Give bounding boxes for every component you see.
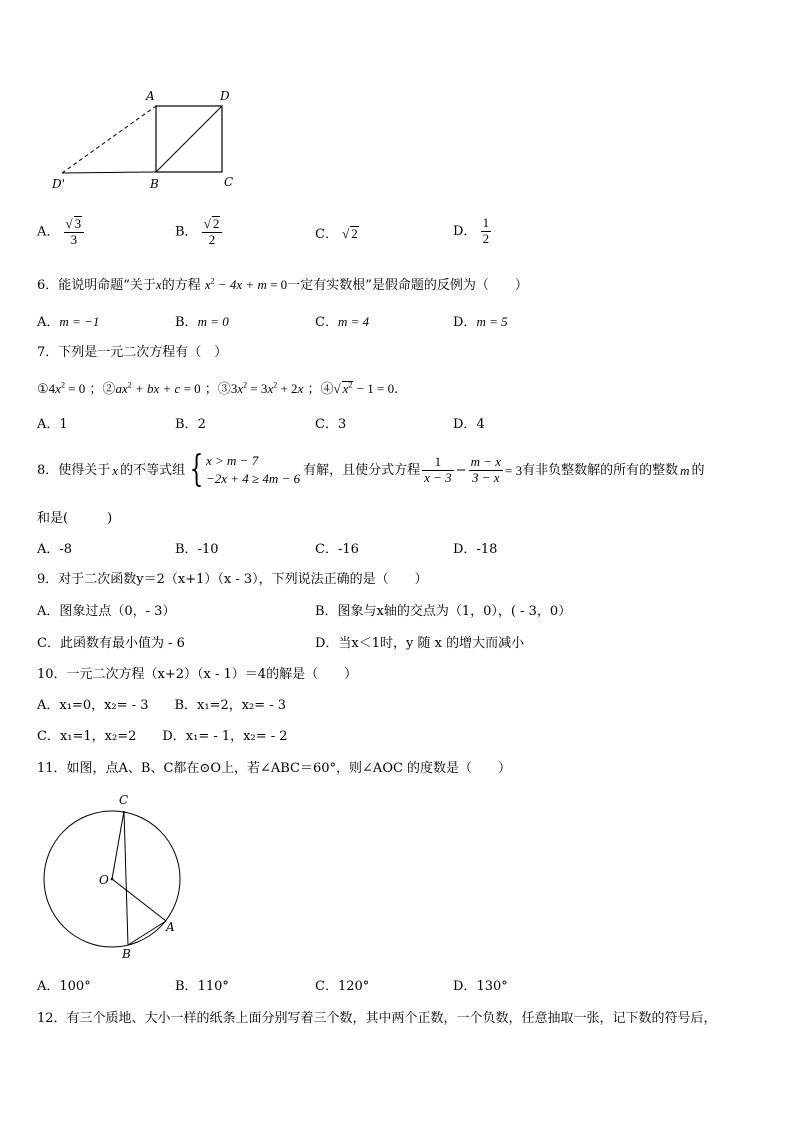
label-a: A <box>146 89 155 103</box>
question-6: 6．能说明命题“关于x的方程 $x^2 - 4x + m = 0$一定有实数根”是假命题的反例为（ ） <box>37 276 528 293</box>
circle-label-c: C <box>119 793 129 807</box>
q9-option-a[interactable]: A．图象过点（0，- 3） <box>37 604 176 619</box>
question-11: 11．如图，点A、B、C都在⊙O上，若∠ABC＝60°，则∠AOC 的度数是（ ） <box>37 761 512 776</box>
dashed-segment-ad <box>62 106 156 173</box>
q11-option-d[interactable]: D．130° <box>453 979 508 994</box>
circle-label-o: O <box>99 873 109 887</box>
q7-equations: $①4x^2 = 0$ ；$②ax^2$ + bx + c = 0 ；$③3x^2 = 3x^2 + 2x$ ；④√ $x^2 - 1 = 0$. <box>37 380 399 397</box>
question-9: 9．对于二次函数y＝2（x+1）（x - 3），下列说法正确的是（ ） <box>37 572 428 587</box>
q5-option-b[interactable]: B． $\frac{√ 2}{2}$ <box>175 216 222 248</box>
q6-option-d[interactable]: D．m = 5 <box>453 314 508 330</box>
label-c: C <box>224 175 234 189</box>
q5-option-a[interactable]: A． $\frac{√ 3}{3}$ <box>37 216 84 248</box>
q9-option-c[interactable]: C．此函数有最小值为 - 6 <box>37 636 185 651</box>
q7-option-c[interactable]: C．3 <box>315 417 347 432</box>
circle-label-a: A <box>166 920 175 934</box>
circle-label-b: B <box>122 947 131 961</box>
label-b: B <box>150 177 159 191</box>
q10-options-cd[interactable]: C．x₁=1，x₂=2 D．x₁= - 1，x₂= - 2 <box>37 729 288 744</box>
segment-oc <box>112 811 124 879</box>
label-d-prime: D' <box>52 177 65 191</box>
q6-option-a[interactable]: A．m = −1 <box>37 314 100 330</box>
q11-option-b[interactable]: B．110° <box>175 979 229 994</box>
question-8: 8．使得关于 x 的不等式组 { x > m − 7 −2x + 4 ≥ 4m − 6 有解，且使分式方程 $\frac{1}{x - 3}$ − $\frac{m - x}{3 - x}$ = 3 有非负整数解的所有的整数 m 的 <box>37 448 705 490</box>
q10-options-ab[interactable]: A．x₁=0，x₂= - 3 B．x₁=2，x₂= - 3 <box>37 698 287 713</box>
q5-option-d[interactable]: D． $\frac{1}{2}$ <box>453 215 490 246</box>
q9-option-d[interactable]: D．当x＜1时，y 随 x 的增大而减小 <box>315 636 525 651</box>
q8-continuation: 和是( ) <box>37 511 113 526</box>
question-10: 10．一元二次方程（x+2）（x - 1）＝4的解是（ ） <box>37 667 358 682</box>
question-12: 12．有三个质地、大小一样的纸条上面分别写着三个数，其中两个正数，一个负数，任意抽取一张，记下数的符号后， <box>37 1011 717 1026</box>
q8-option-c[interactable]: C．-16 <box>315 542 359 557</box>
diagonal-bd <box>156 106 222 172</box>
q6-option-c[interactable]: C．m = 4 <box>315 314 370 330</box>
q11-option-c[interactable]: C．120° <box>315 979 370 994</box>
q7-option-b[interactable]: B．2 <box>175 417 206 432</box>
segment-cb <box>124 811 128 945</box>
q7-option-d[interactable]: D．4 <box>453 417 485 432</box>
q6-option-b[interactable]: B．m = 0 <box>175 314 229 330</box>
question-7: 7．下列是一元二次方程有（ ） <box>37 345 228 360</box>
segment-db <box>62 172 156 173</box>
segment-oa <box>112 879 166 921</box>
q8-option-a[interactable]: A．-8 <box>37 542 73 557</box>
q5-option-c[interactable]: C． √ 2 <box>315 226 358 242</box>
q9-option-b[interactable]: B．图象与x轴的交点为（1，0），( - 3，0） <box>315 604 572 619</box>
label-d: D <box>220 89 230 103</box>
center-point <box>111 878 114 881</box>
q7-option-a[interactable]: A．1 <box>37 417 68 432</box>
q8-option-d[interactable]: D．-18 <box>453 542 498 557</box>
q8-option-b[interactable]: B．-10 <box>175 542 219 557</box>
q11-option-a[interactable]: A．100° <box>37 979 91 994</box>
segment-ab <box>128 921 166 945</box>
